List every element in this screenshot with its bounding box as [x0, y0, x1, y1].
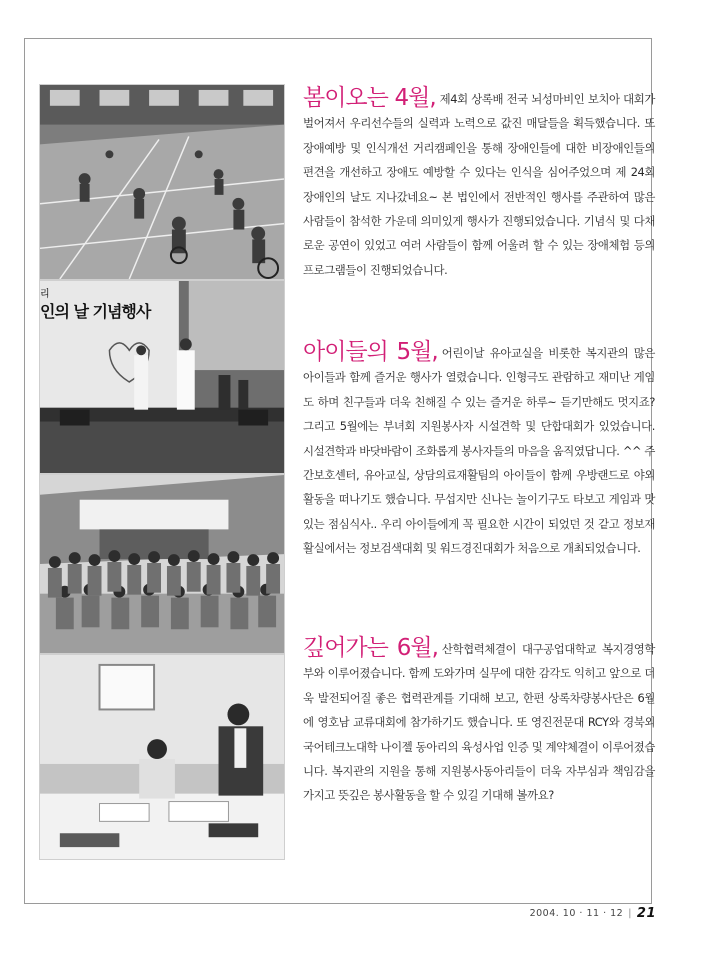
may-body: 어린이날 유아교실을 비롯한 복지관의 많은 아이들과 함께 즐거운 행사가 열렸습니다. 인형극도 관람하고 재미난 게임도 하며 친구들과 더욱 친해질 수 있는 즐거운 하루~ 듣기만해도 멋지죠? 그리고 5월에는 부녀회 지원봉사자 시설견학 및 단합대회가 있었습니다. 시설견학과 바닷바람이 조화롭게 봉사자들의 마음을 움직였답니다. ^^ 주간보호센터, 유아교실, 상담의료재활팀의 아이들이 함께 우방랜드로 야외활동을 떠나기도 했습니다. 무섭지만 신나는 놀이기구도 타보고 게임과 맛있는 점심식사.. 우리 아이들에게 꼭 필요한 시간이 되었던 것 같고 정보재활실에서는 정보검색대회 및 워드경진대회가 처음으로 개최되었습니다.	[303, 346, 655, 556]
april-paragraph	[303, 86, 655, 282]
section-april	[303, 86, 655, 282]
footer-date: 2004. 10 · 11 · 12	[529, 908, 624, 919]
photo-boccia-gym	[39, 84, 285, 280]
photo-column	[39, 84, 285, 860]
april-body: 제4회 상록배 전국 뇌성마비인 보치아 대회가 벌어져서 우리선수들의 실력과 노력으로 값진 매달들을 획득했습니다. 또 장애예방 및 인식개선 거리캠페인을 통해 장애인들에 대한 비장애인들의 편견을 개선하고 장애도 예방할 수 있다는 인식을 심어주었으며 제 24회 장애인의 날도 지나갔네요~ 본 법인에서 전반적인 행사를 주관하여 많은 사람들이 참석한 가운데 의미있게 행사가 진행되었습니다. 기념식 및 다채로운 공연이 있었고 여러 사람들이 함께 어울려 할 수 있는 장애체험 등의 프로그램들이 진행되었습니다.	[303, 92, 655, 277]
photo-volunteer-group	[39, 474, 285, 654]
may-heading: 아이들의 5월,	[303, 339, 438, 365]
footer-separator: |	[628, 908, 632, 919]
photo-agreement-signing	[39, 654, 285, 860]
june-paragraph	[303, 636, 655, 808]
banner-title: 인의 날 기념행사	[40, 302, 151, 321]
page-footer	[530, 906, 656, 921]
section-june	[303, 636, 655, 808]
banner-prefix: 리	[40, 289, 50, 300]
june-body: 산학협력체결이 대구공업대학교 복지경영학부와 이루어졌습니다. 함께 도와가며 실무에 대한 감각도 익히고 앞으로 더욱 발전되어질 좋은 협력관계를 기대해 보고, 한편 상록차량봉사단은 6월에 영호남 교류대회에 참가하기도 했습니다. 또 영진전문대 RCY와 경북외국어테크노대학 나이젤 동아리의 육성사업 인증 및 계약체결이 이루어졌습니다. 복지관의 지원을 통해 지원봉사동아리들이 더욱 자부심과 책임감을 가지고 뜻깊은 봉사활동을 할 수 있길 기대해 볼까요?	[303, 642, 655, 803]
april-heading: 봄이오는 4월,	[303, 85, 436, 111]
page-number: 21	[636, 906, 656, 921]
photo-disabled-day-stage	[39, 280, 285, 474]
section-may	[303, 340, 655, 561]
june-heading: 깊어가는 6월,	[303, 635, 438, 661]
may-paragraph	[303, 340, 655, 561]
